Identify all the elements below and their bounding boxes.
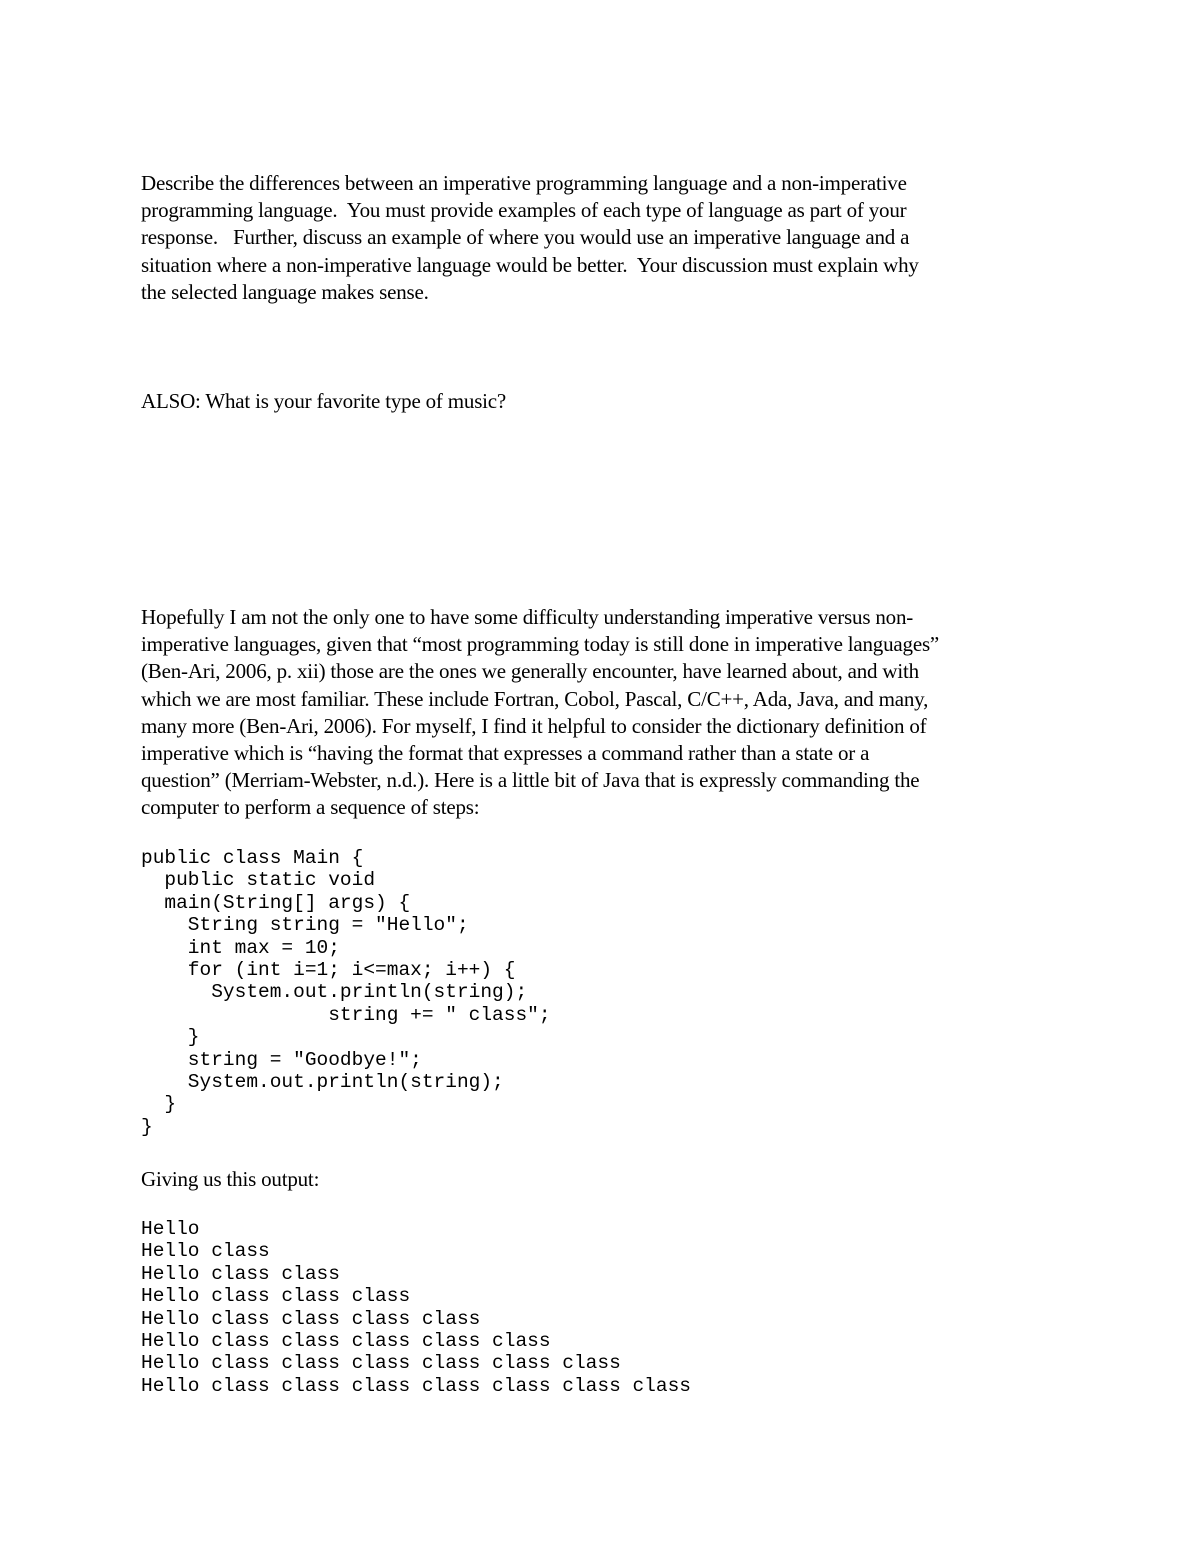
prompt-line: programming language. You must provide examples of each type of language as part of your [141,198,907,223]
code-line: } [141,1093,177,1116]
code-line: String string = "Hello"; [141,914,469,937]
program-output-block [141,1218,691,1397]
code-line: main(String[] args) { [141,891,411,914]
response-line: many more (Ben-Ari, 2006). For myself, I find it helpful to consider the dictionary definition of [141,713,927,738]
code-line: string += " class"; [141,1003,551,1026]
prompt-line: the selected language makes sense. [141,279,429,304]
also-question-text: ALSO: What is your favorite type of music? [141,389,507,413]
output-intro [141,1166,319,1193]
also-question [141,388,506,415]
code-line: } [141,1026,200,1049]
output-line: Hello class class class class class class class [141,1374,691,1397]
output-line: Hello class class [141,1262,340,1285]
output-intro-text: Giving us this output: [141,1167,320,1191]
output-line: Hello class class class class class class [141,1352,621,1375]
assignment-prompt [141,170,919,306]
output-line: Hello [141,1218,200,1240]
output-line: Hello class [141,1240,270,1263]
code-line: string = "Goodbye!"; [141,1048,422,1071]
response-paragraph [141,604,939,822]
prompt-line: Describe the differences between an imperative programming language and a non-imperative [141,171,907,195]
code-line: System.out.println(string); [141,981,528,1004]
code-line: System.out.println(string); [141,1071,504,1094]
code-line: } [141,1115,153,1138]
response-line: (Ben-Ari, 2006, p. xii) those are the ones we generally encounter, have learned about, and with [141,659,919,684]
output-line: Hello class class class [141,1285,411,1308]
response-line: question” (Merriam-Webster, n.d.). Here is a little bit of Java that is expressly commanding the [141,768,920,793]
response-line: imperative which is “having the format that expresses a command rather than a state or a [141,741,870,766]
response-line: computer to perform a sequence of steps: [141,795,480,820]
code-line: for (int i=1; i<=max; i++) { [141,959,516,982]
response-line: Hopefully I am not the only one to have some difficulty understanding imperative versus non- [141,605,914,629]
prompt-line: response. Further, discuss an example of where you would use an imperative language and a [141,225,910,250]
java-code-block [141,847,551,1138]
response-line: imperative languages, given that “most programming today is still done in imperative languages” [141,632,940,657]
output-line: Hello class class class class class [141,1330,551,1353]
code-line: public static void [141,869,376,892]
code-line: public class Main { [141,847,364,869]
output-line: Hello class class class class [141,1307,481,1330]
response-line: which we are most familiar. These include Fortran, Cobol, Pascal, C/C++, Ada, Java, and many, [141,686,929,711]
prompt-line: situation where a non-imperative language would be better. Your discussion must explain why [141,252,919,277]
code-line: int max = 10; [141,936,340,959]
